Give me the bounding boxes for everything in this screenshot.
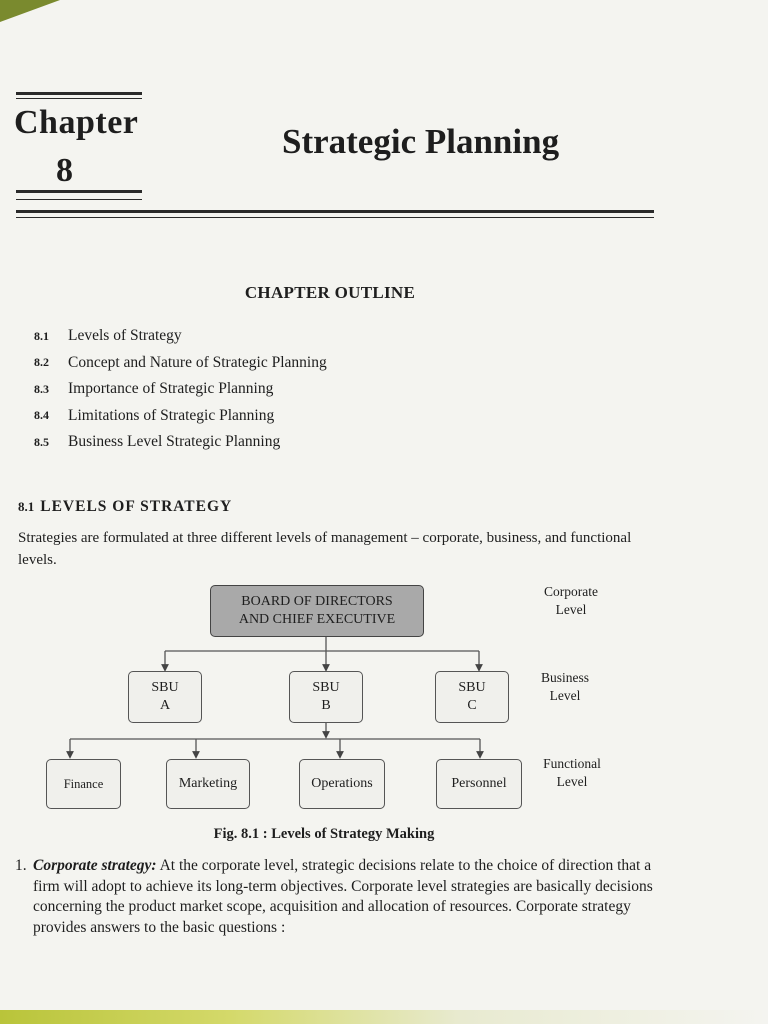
section-intro: Strategies are formulated at three different levels of management – corporate, business, and functional levels.: [18, 530, 632, 568]
sbu-letter: A: [159, 698, 171, 713]
corporate-level-label: [526, 583, 616, 619]
chapter-bottom-rule: [16, 190, 142, 193]
corporate-strategy-paragraph: [15, 856, 655, 938]
level-word: Level: [555, 602, 587, 617]
sbu-box-b: [289, 671, 363, 723]
outline-item: [34, 376, 327, 403]
outline-item-label: Limitations of Strategic Planning: [68, 406, 275, 424]
section-title: LEVELS OF STRATEGY: [40, 498, 233, 515]
page-bottom-edge: [0, 1010, 768, 1024]
sbu-letter: B: [321, 698, 331, 713]
outline-item-label: Levels of Strategy: [68, 327, 182, 345]
sbu-label: SBU: [458, 680, 486, 695]
outline-item: [34, 429, 327, 456]
business-level-label: [520, 669, 610, 705]
sbu-label: SBU: [151, 680, 179, 695]
outline-list: [34, 323, 327, 456]
section-number: 8.1: [18, 499, 35, 514]
outline-item: [34, 323, 327, 350]
paragraph-text: At the corporate level, strategic decisions relate to the choice of direction that a firm will adopt to achieve its long-term objectives. Corporate level strategies are basically decisions concerning the product market scope, acquisition and allocation of resources. Corporate strategy provides answers to the basic questions :: [33, 857, 653, 936]
board-line-2: AND CHIEF EXECUTIVE: [238, 612, 396, 627]
chapter-top-rule-thin: [16, 98, 142, 99]
outline-item-label: Concept and Nature of Strategic Planning: [68, 353, 327, 371]
chapter-number: 8: [56, 152, 73, 189]
function-box-operations: [299, 759, 385, 809]
header-divider: [16, 210, 654, 213]
outline-item-label: Business Level Strategic Planning: [68, 433, 281, 451]
outline-item-number: 8.4: [34, 408, 49, 423]
level-name: Business: [540, 670, 589, 685]
outline-item: [34, 403, 327, 430]
functional-level-label: [527, 755, 617, 791]
function-label: Marketing: [178, 776, 238, 791]
function-label: Finance: [63, 777, 104, 791]
function-label: Operations: [311, 776, 373, 791]
section-heading: [18, 498, 232, 516]
chapter-label: Chapter: [14, 104, 139, 141]
level-word: Level: [549, 688, 581, 703]
paragraph-number: 1.: [15, 857, 27, 874]
sbu-box-a: [128, 671, 202, 723]
board-line-1: BOARD OF DIRECTORS: [241, 594, 393, 609]
sbu-box-c: [435, 671, 509, 723]
sbu-letter: C: [467, 698, 477, 713]
level-name: Corporate: [544, 584, 598, 599]
chapter-title: Strategic Planning: [282, 122, 560, 161]
function-box-marketing: [166, 759, 250, 809]
function-box-finance: [46, 759, 121, 809]
page-corner-shadow: [0, 0, 60, 22]
outline-item-number: 8.5: [34, 434, 49, 449]
sbu-label: SBU: [312, 680, 340, 695]
header-divider-thin: [16, 217, 654, 218]
function-label: Personnel: [451, 776, 507, 791]
figure-caption: Fig. 8.1 : Levels of Strategy Making: [213, 826, 435, 842]
level-name: Functional: [543, 756, 601, 771]
paragraph-term: Corporate strategy:: [33, 857, 157, 874]
outline-item-label: Importance of Strategic Planning: [68, 380, 274, 398]
level-word: Level: [556, 774, 588, 789]
chapter-top-rule: [16, 92, 142, 95]
outline-item-number: 8.3: [34, 381, 49, 396]
outline-item-number: 8.1: [34, 328, 49, 343]
function-box-personnel: [436, 759, 522, 809]
board-box: [210, 585, 424, 637]
chapter-bottom-rule-thin: [16, 199, 142, 200]
outline-item-number: 8.2: [34, 355, 49, 370]
outline-item: [34, 350, 327, 377]
outline-heading: CHAPTER OUTLINE: [244, 283, 416, 302]
